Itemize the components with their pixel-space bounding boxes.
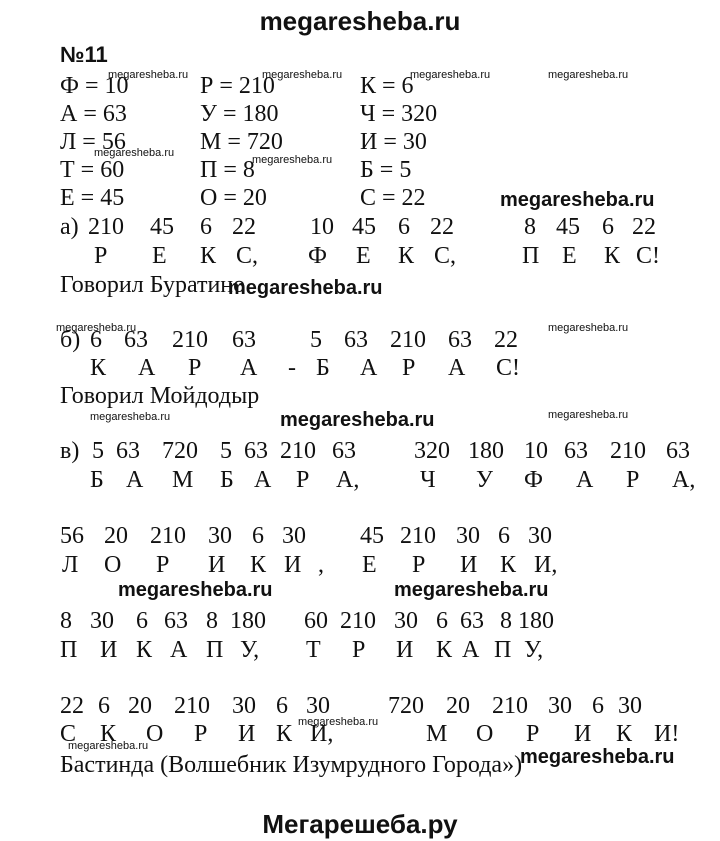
watermark: megaresheba.ru <box>90 411 171 423</box>
code-number: 56 <box>60 523 84 549</box>
code-number: 210 <box>174 693 210 719</box>
code-number: 720 <box>388 693 424 719</box>
decoded-letter: И, <box>310 721 334 747</box>
code-number: 6 <box>602 214 614 240</box>
decoded-letter: К <box>604 243 621 269</box>
code-number: 30 <box>232 693 256 719</box>
decoded-letter: П <box>206 637 224 663</box>
key-entry: Р = 210 <box>200 73 275 99</box>
code-number: 63 <box>124 327 148 353</box>
decoded-letter: Р <box>194 721 208 747</box>
key-entry: Ф = 10 <box>60 73 129 99</box>
decoded-letter: П <box>60 637 78 663</box>
code-number: 6 <box>276 693 288 719</box>
key-entry: С = 22 <box>360 185 426 211</box>
code-number: 45 <box>352 214 376 240</box>
code-number: 63 <box>332 438 356 464</box>
decoded-letter: У, <box>524 637 544 663</box>
decoded-letter: С! <box>496 355 520 381</box>
site-footer: Мегарешеба.ру <box>262 809 458 839</box>
site-header: megaresheba.ru <box>259 6 461 36</box>
task-number: №11 <box>60 42 108 67</box>
key-entry: П = 8 <box>200 157 255 183</box>
code-number: 63 <box>232 327 256 353</box>
decoded-letter: С, <box>434 243 457 269</box>
decoded-letter: К <box>200 243 217 269</box>
code-number: 210 <box>280 438 316 464</box>
code-number: 63 <box>460 608 484 634</box>
decoded-letter: Л <box>62 552 79 578</box>
part-a-caption: Говорил Буратино <box>60 272 246 298</box>
code-number: 210 <box>172 327 208 353</box>
key-entry: Б = 5 <box>360 157 412 183</box>
code-number: 320 <box>414 438 450 464</box>
decoded-letter: А <box>360 355 378 381</box>
code-number: 6 <box>200 214 212 240</box>
decoded-letter: Б <box>90 467 104 493</box>
decoded-letter: И <box>284 552 302 578</box>
code-number: 63 <box>244 438 268 464</box>
decoded-letter: К <box>500 552 517 578</box>
watermark: megaresheba.ru <box>252 154 333 166</box>
code-number: 63 <box>116 438 140 464</box>
decoded-letter: О <box>476 721 494 747</box>
watermark: megaresheba.ru <box>394 579 549 601</box>
decoded-letter: А <box>448 355 466 381</box>
decoded-letter: А <box>254 467 272 493</box>
decoded-letter: И, <box>534 552 558 578</box>
part-c-caption: Бастинда (Волшебник Изумрудного Города») <box>60 752 523 778</box>
code-number: 6 <box>498 523 510 549</box>
decoded-letter: , <box>318 552 324 578</box>
key-entry: А = 63 <box>60 101 127 127</box>
decoded-letter: К <box>398 243 415 269</box>
key-entry: О = 20 <box>200 185 267 211</box>
decoded-letter: Е <box>362 552 377 578</box>
part-b-label: б) <box>60 327 81 353</box>
code-number: 45 <box>150 214 174 240</box>
watermark: megaresheba.ru <box>548 322 629 334</box>
code-number: 30 <box>456 523 480 549</box>
code-number: 20 <box>128 693 152 719</box>
watermark: megaresheba.ru <box>108 69 189 81</box>
code-number: 30 <box>528 523 552 549</box>
code-number: 8 <box>206 608 218 634</box>
decoded-letter: А <box>138 355 156 381</box>
code-number: 6 <box>592 693 604 719</box>
code-number: 5 <box>220 438 232 464</box>
decoded-letter: Р <box>296 467 310 493</box>
decoded-letter: Е <box>562 243 577 269</box>
code-number: 20 <box>446 693 470 719</box>
decoded-letter: А <box>170 637 188 663</box>
key-entry: У = 180 <box>200 101 279 127</box>
watermark: megaresheba.ru <box>548 69 629 81</box>
watermark: megaresheba.ru <box>410 69 491 81</box>
decoded-letter: У <box>476 467 493 493</box>
code-number: 30 <box>208 523 232 549</box>
decoded-letter: И <box>238 721 256 747</box>
code-number: 5 <box>310 327 322 353</box>
key-entry: Л = 56 <box>60 129 126 155</box>
decoded-letter: Е <box>152 243 167 269</box>
decoded-letter: К <box>136 637 153 663</box>
decoded-letter: С, <box>236 243 259 269</box>
code-number: 210 <box>390 327 426 353</box>
key-entry: И = 30 <box>360 129 427 155</box>
key-entry: Е = 45 <box>60 185 125 211</box>
decoded-letter: Б <box>316 355 330 381</box>
decoded-letter: С <box>60 721 77 747</box>
code-number: 45 <box>360 523 384 549</box>
watermark: megaresheba.ru <box>520 746 675 768</box>
decoded-letter: А <box>462 637 480 663</box>
decoded-letter: У, <box>240 637 260 663</box>
decoded-letter: А <box>240 355 258 381</box>
code-number: 60 <box>304 608 328 634</box>
decoded-letter: А <box>126 467 144 493</box>
code-number: 210 <box>88 214 124 240</box>
decoded-letter: Р <box>526 721 540 747</box>
decoded-letter: Р <box>352 637 366 663</box>
decoded-letter: И <box>396 637 414 663</box>
watermark: megaresheba.ru <box>118 579 273 601</box>
code-number: 180 <box>230 608 266 634</box>
code-number: 22 <box>632 214 656 240</box>
decoded-letter: П <box>522 243 540 269</box>
code-number: 30 <box>306 693 330 719</box>
code-number: 30 <box>90 608 114 634</box>
code-number: 210 <box>492 693 528 719</box>
decoded-letter: Р <box>402 355 416 381</box>
code-number: 63 <box>344 327 368 353</box>
code-number: 8 <box>524 214 536 240</box>
decoded-letter: Б <box>220 467 234 493</box>
code-number: 10 <box>310 214 334 240</box>
decoded-letter: К <box>616 721 633 747</box>
code-number: 30 <box>394 608 418 634</box>
decoded-letter: Р <box>626 467 640 493</box>
code-number: 63 <box>666 438 690 464</box>
decoded-letter: М <box>172 467 194 493</box>
part-a-label: а) <box>60 214 79 240</box>
code-number: 6 <box>252 523 264 549</box>
decoded-letter: К <box>100 721 117 747</box>
code-number: 6 <box>398 214 410 240</box>
decoded-letter: Ф <box>524 467 543 493</box>
decoded-letter: Т <box>306 637 321 663</box>
watermark: megaresheba.ru <box>68 740 149 752</box>
decoded-letter: К <box>90 355 107 381</box>
code-number: 8 <box>60 608 72 634</box>
part-b-caption: Говорил Мойдодыр <box>60 383 260 409</box>
decoded-letter: И <box>208 552 226 578</box>
decoded-letter: Е <box>356 243 371 269</box>
code-number: 22 <box>60 693 84 719</box>
decoded-letter: А, <box>672 467 696 493</box>
code-number: 63 <box>164 608 188 634</box>
code-number: 720 <box>162 438 198 464</box>
code-number: 45 <box>556 214 580 240</box>
watermark: megaresheba.ru <box>298 716 379 728</box>
code-number: 210 <box>610 438 646 464</box>
watermark: megaresheba.ru <box>280 409 435 431</box>
decoded-letter: Р <box>94 243 108 269</box>
watermark: megaresheba.ru <box>548 409 629 421</box>
code-number: 210 <box>400 523 436 549</box>
decoded-letter: О <box>104 552 122 578</box>
code-number: 180 <box>518 608 554 634</box>
decoded-letter: И! <box>654 721 680 747</box>
watermark: megaresheba.ru <box>56 322 137 334</box>
code-number: 180 <box>468 438 504 464</box>
code-number: 22 <box>494 327 518 353</box>
decoded-letter: К <box>250 552 267 578</box>
code-number: 30 <box>548 693 572 719</box>
decoded-letter: Р <box>188 355 202 381</box>
code-number: 22 <box>232 214 256 240</box>
watermark: megaresheba.ru <box>228 277 383 299</box>
code-number: 63 <box>448 327 472 353</box>
decoded-letter: И <box>460 552 478 578</box>
code-number: 20 <box>104 523 128 549</box>
decoded-letter: Ф <box>308 243 327 269</box>
code-number: 6 <box>90 327 102 353</box>
code-number: 30 <box>618 693 642 719</box>
decoded-letter: Р <box>156 552 170 578</box>
key-entry: К = 6 <box>360 73 414 99</box>
decoded-letter: О <box>146 721 164 747</box>
decoded-letter: Ч <box>420 467 436 493</box>
decoded-letter: П <box>494 637 512 663</box>
decoded-letter: Р <box>412 552 426 578</box>
decoded-letter: И <box>100 637 118 663</box>
watermark: megaresheba.ru <box>94 147 175 159</box>
decoded-letter: С! <box>636 243 660 269</box>
decoded-letter: А, <box>336 467 360 493</box>
watermark: megaresheba.ru <box>262 69 343 81</box>
code-number: 22 <box>430 214 454 240</box>
code-number: 10 <box>524 438 548 464</box>
code-number: 6 <box>136 608 148 634</box>
code-number: 210 <box>340 608 376 634</box>
code-number: 8 <box>500 608 512 634</box>
code-number: 63 <box>564 438 588 464</box>
code-number: 6 <box>98 693 110 719</box>
code-number: 6 <box>436 608 448 634</box>
code-number: 30 <box>282 523 306 549</box>
decoded-letter: И <box>574 721 592 747</box>
decoded-letter: К <box>436 637 453 663</box>
part-c-label: в) <box>60 438 80 464</box>
key-entry: Т = 60 <box>60 157 125 183</box>
code-number: 210 <box>150 523 186 549</box>
decoded-letter: М <box>426 721 448 747</box>
decoded-letter: А <box>576 467 594 493</box>
key-entry: М = 720 <box>200 129 283 155</box>
decoded-letter: К <box>276 721 293 747</box>
watermark: megaresheba.ru <box>500 189 655 211</box>
decoded-letter: - <box>288 355 296 381</box>
key-entry: Ч = 320 <box>360 101 438 127</box>
code-number: 5 <box>92 438 104 464</box>
